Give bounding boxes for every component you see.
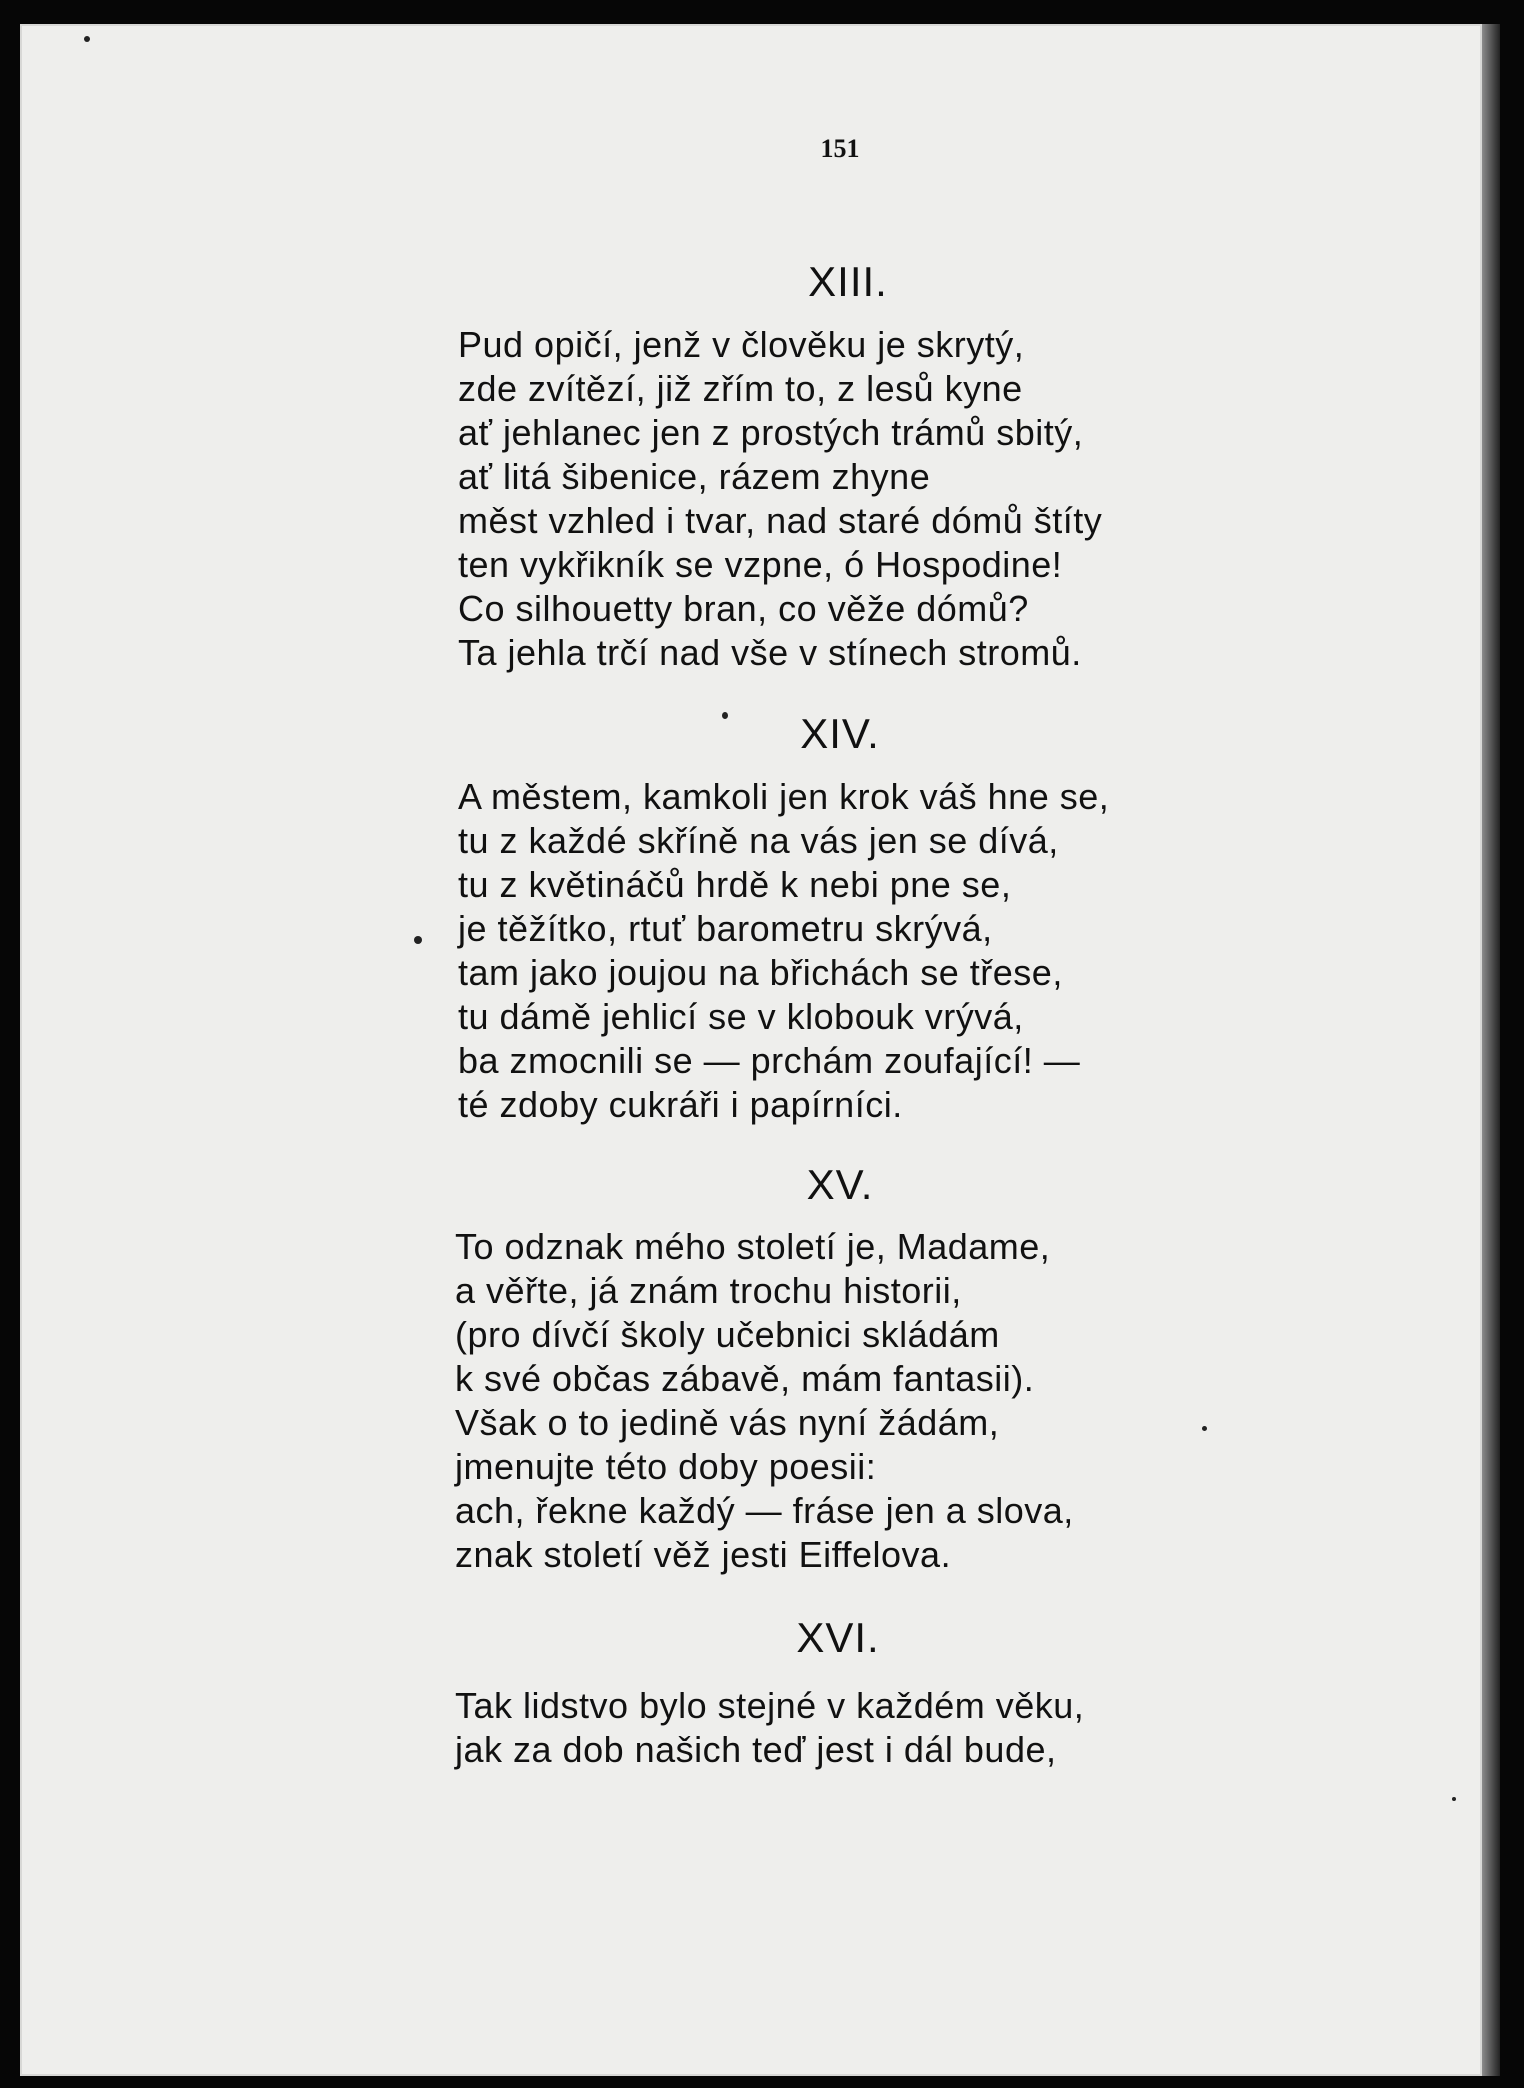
- section-title-xiii: XIII.: [808, 258, 888, 305]
- verse-line: je těžítko, rtuť barometru skrývá,: [458, 908, 993, 949]
- stanza-xiii: [458, 323, 1102, 675]
- verse-line: A městem, kamkoli jen krok váš hne se,: [458, 776, 1110, 817]
- scan-speck: [722, 712, 728, 719]
- verse-line: ať litá šibenice, rázem zhyne: [458, 456, 931, 497]
- verse-line: tu z květináčů hrdě k nebi pne se,: [458, 864, 1012, 905]
- page-number: 151: [820, 134, 860, 163]
- stanza-xv: [455, 1225, 1074, 1577]
- verse-line: zde zvítězí, již zřím to, z lesů kyne: [458, 368, 1023, 409]
- section-title-xiv: XIV.: [800, 710, 880, 757]
- verse-line: ach, řekne každý — fráse jen a slova,: [455, 1490, 1074, 1531]
- scan-speck: [1452, 1797, 1456, 1801]
- stanza-xiv: [458, 775, 1109, 1127]
- section-title-xv: XV.: [806, 1161, 874, 1208]
- verse-line: jak za dob našich teď jest i dál bude,: [455, 1729, 1057, 1770]
- verse-line: Však o to jedině vás nyní žádám,: [455, 1402, 1000, 1443]
- scan-speck: [1202, 1426, 1207, 1431]
- verse-line: Co silhouetty bran, co věže dómů?: [458, 588, 1029, 629]
- verse-line: té zdoby cukráři i papírníci.: [458, 1084, 903, 1125]
- verse-line: tu dámě jehlicí se v klobouk vrývá,: [458, 996, 1024, 1037]
- verse-line: měst vzhled i tvar, nad staré dómů štíty: [458, 500, 1103, 541]
- scan-speck: [414, 936, 422, 944]
- page-edge-shadow: [1482, 24, 1500, 2076]
- stanza-xvi: [455, 1684, 1084, 1772]
- verse-line: Ta jehla trčí nad vše v stínech stromů.: [458, 632, 1082, 673]
- verse-line: ať jehlanec jen z prostých trámů sbitý,: [458, 412, 1084, 453]
- verse-line: Pud opičí, jenž v člověku je skrytý,: [458, 324, 1025, 365]
- verse-line: a věřte, já znám trochu historii,: [455, 1270, 962, 1311]
- verse-line: (pro dívčí školy učebnici skládám: [455, 1314, 1000, 1355]
- verse-line: jmenujte této doby poesii:: [455, 1446, 877, 1487]
- scan-speck: [84, 36, 90, 42]
- section-title-xvi: XVI.: [796, 1614, 880, 1661]
- verse-line: tu z každé skříně na vás jen se dívá,: [458, 820, 1059, 861]
- verse-line: znak století věž jesti Eiffelova.: [455, 1534, 952, 1575]
- verse-line: To odznak mého století je, Madame,: [455, 1226, 1051, 1267]
- verse-line: k své občas zábavě, mám fantasii).: [455, 1358, 1035, 1399]
- verse-line: Tak lidstvo bylo stejné v každém věku,: [455, 1685, 1085, 1726]
- verse-line: tam jako joujou na břichách se třese,: [458, 952, 1063, 993]
- verse-line: ba zmocnili se — prchám zoufající! —: [458, 1040, 1081, 1081]
- verse-line: ten vykřikník se vzpne, ó Hospodine!: [458, 544, 1063, 585]
